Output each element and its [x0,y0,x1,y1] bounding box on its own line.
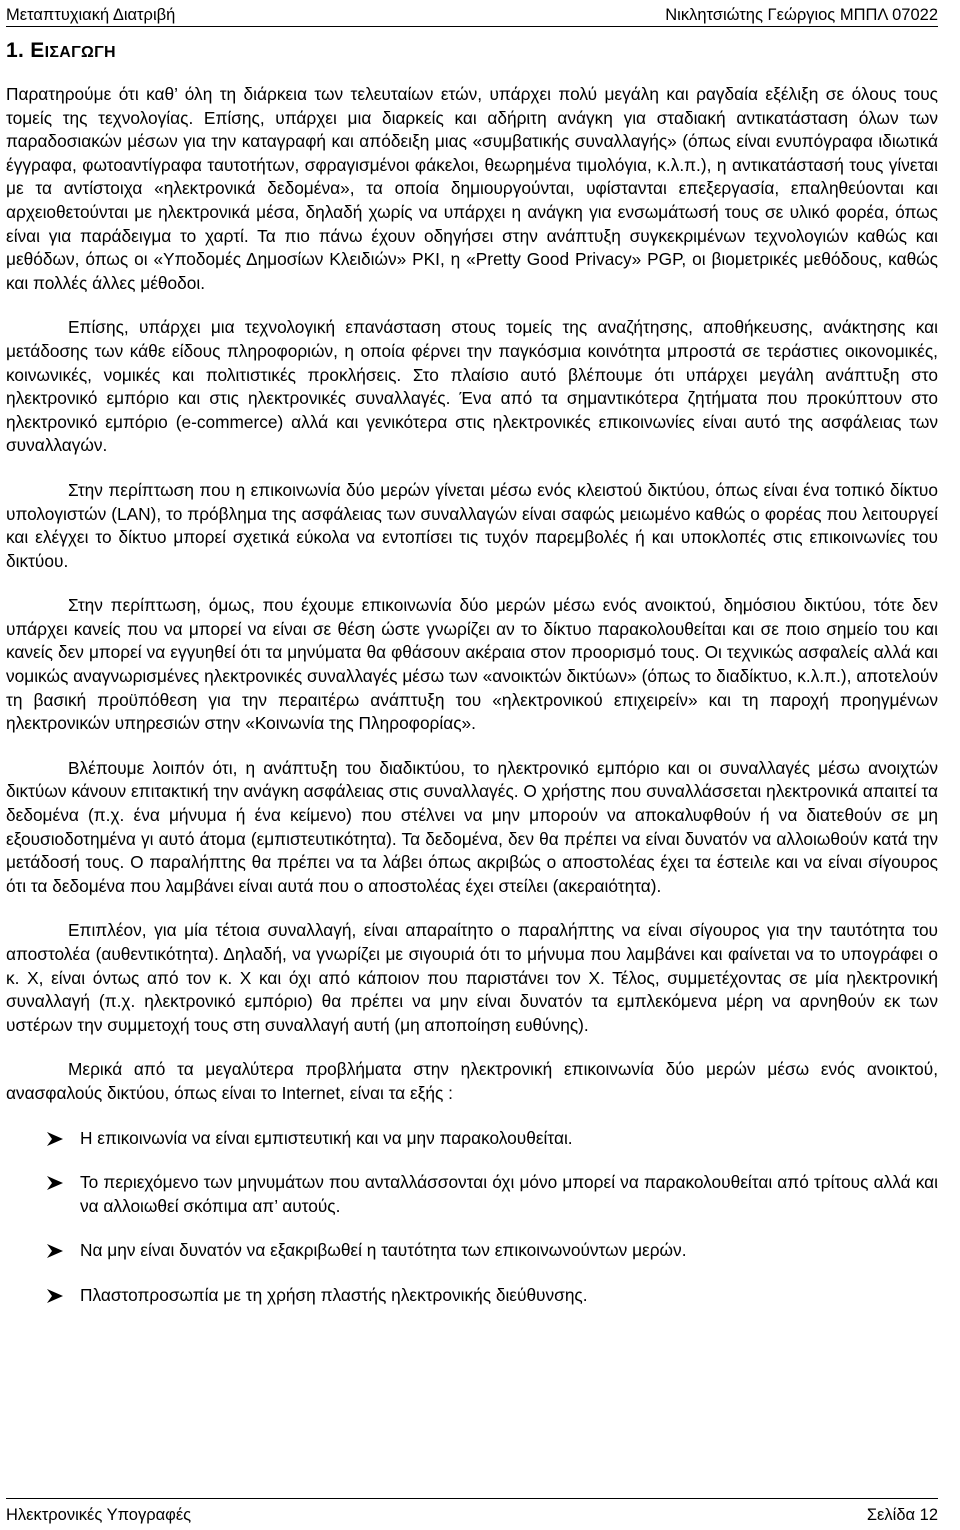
paragraph: Παρατηρούμε ότι καθ’ όλη τη διάρκεια των τελευταίων ετών, υπάρχει πολύ μεγάλη και ραγδαία εξέλιξη σε όλους τους τομείς της τεχνολογίας. Επίσης, υπάρχει μια διαρκείς και αδήριτη ανάγκη για σταδιακή αντικατάσταση όλων των παραδοσιακών μέσων για την καταγραφή και απόδειξη μιας «συμβατικής συναλλαγής» (όπως είναι ενυπόγραφα ιδιωτικά έγγραφα, φωτοαντίγραφα ταυτοτήτων, σφραγισμένοι φάκελοι, θεωρημένα τιμολόγια, κ.λ.π.), η αντικατάστασή τους γίνεται με τα αντίστοιχα «ηλεκτρονικά δεδομένα», τα οποία δημιουργούνται, υφίστανται επεξεργασία, επαληθεύονται και αρχειοθετούνται με ηλεκτρονικά μέσα, δηλαδή χωρίς να υπάρχει η ανάγκη για ενσωμάτωσή τους σε υλικό φορέα, όπως είναι για παράδειγμα το χαρτί. Τα πιο πάνω έχουν οδηγήσει στην ανάπτυξη συγκεκριμένων τεχνολογιών καθώς και μεθόδων, όπως οι «Υποδομές Δημοσίων Κλειδιών» PKI, η «Pretty Good Privacy» PGP, οι βιομετρικές μεθόδους, καθώς και πολλές άλλες μέθοδοι. [6,84,938,293]
footer-left: Ηλεκτρονικές Υπογραφές [6,1506,192,1524]
list-item-text: Να μην είναι δυνατόν να εξακριβωθεί η ταυτότητα των επικοινωνούντων μερών. [80,1240,687,1261]
arrowhead-bullet-icon [46,1243,64,1259]
arrowhead-bullet-icon [46,1131,64,1147]
list-item [6,1284,938,1308]
paragraph: Επιπλέον, για μία τέτοια συναλλαγή, είναι απαραίτητο ο παραλήπτης να είναι σίγουρος για την ταυτότητα του αποστολέα (αυθεντικότητα). Δηλαδή, να γνωρίζει με σιγουριά ότι το μήνυμα που λαμβάνει και φαίνεται να το υπογράφει ο κ. Χ, είναι όντως από τον κ. Χ και όχι από κάποιον που παριστάνει τον Χ. Τέλος, συμμετέχοντας σε μία ηλεκτρονική συναλλαγή (π.χ. ηλεκτρονικό εμπόριο) θα πρέπει να μην είναι δυνατόν τα εμπλεκόμενα μέρη να αρνηθούν εκ των υστέρων την συμμετοχή τους στη συναλλαγή αυτή (μη αποποίηση ευθύνης). [6,920,938,1035]
section-title-initial: Ε [30,39,45,62]
problem-list [6,1127,938,1308]
page-header [6,0,938,27]
section-heading [6,39,938,63]
list-item-text: Το περιεχόμενο των μηνυμάτων που ανταλλάσσονται όχι μόνο μπορεί να παρακολουθείται από τρίτους αλλά και να αλλοιωθεί σκόπιμα απ’ αυτούς. [80,1172,938,1216]
paragraph: Βλέπουμε λοιπόν ότι, η ανάπτυξη του διαδικτύου, το ηλεκτρονικό εμπόριο και οι συναλλαγές μέσω ανοιχτών δικτύων κάνουν επιτακτική την ανάγκη ασφάλειας στις συναλλαγές. Ο χρήστης που συναλλάσσεται ηλεκτρονικά απαιτεί τα δεδομένα (π.χ. ένα μήνυμα ή ένα κείμενο) που στέλνει να μην μπορούν να αποκαλυφθούν ή να διατεθούν σε μη εξουσιοδοτημένα γι αυτό άτομα (εμπιστευτικότητα). Τα δεδομένα, δεν θα πρέπει να είναι δυνατόν να αλλοιωθούν κατά την μετάδοσή τους. Ο παραλήπτης θα πρέπει να τα λάβει όπως ακριβώς ο αποστολέας έχει τα έστειλε και να είναι σίγουρος ότι τα δεδομένα που λαμβάνει είναι αυτά που ο αποστολέας έχει στείλει (ακεραιότητα). [6,757,938,896]
section-number: 1. [6,39,25,62]
page-number: Σελίδα 12 [866,1506,938,1524]
arrowhead-bullet-icon [46,1288,64,1304]
paragraph: Στην περίπτωση που η επικοινωνία δύο μερών γίνεται μέσω ενός κλειστού δικτύου, όπως είναι ένα τοπικό δίκτυο υπολογιστών (LAN), το πρόβλημα της ασφάλειας των συναλλαγών είναι σαφώς μειωμένο καθώς ο φορέας που λειτουργεί και ελέγχει το δίκτυο μπορεί σχετικά εύκολα να εντοπίσει τις τυχόν παρεμβολές ή και υποκλοπές στις επικοινωνίες του δικτύου. [6,479,938,571]
list-item [6,1171,938,1218]
header-left: Μεταπτυχιακή Διατριβή [6,6,176,24]
arrowhead-bullet-icon [46,1175,64,1191]
list-item-text: Πλαστοπροσωπία με τη χρήση πλαστής ηλεκτρονικής διεύθυνσης. [80,1284,588,1305]
paragraph: Μερικά από τα μεγαλύτερα προβλήματα στην ηλεκτρονική επικοινωνία δύο μερών μέσω ενός ανοικτού, ανασφαλούς δικτύου, όπως είναι το Internet, είναι τα εξής : [6,1059,938,1103]
list-item [6,1239,938,1263]
header-right: Νικλητσιώτης Γεώργιος ΜΠΠΛ 07022 [665,6,938,24]
paragraph: Επίσης, υπάρχει μια τεχνολογική επανάσταση στους τομείς της αναζήτησης, αποθήκευσης, ανάκτησης και μετάδοσης των κάθε είδους πληροφοριών, η οποία φέρνει την παγκόσμια κοινότητα μπροστά σε τεράστιες οικονομικές, κοινωνικές, νομικές και πολιτιστικές προκλήσεις. Στο πλαίσιο αυτό βλέπουμε ότι υπάρχει μεγάλη ανάπτυξη στο ηλεκτρονικό εμπόριο και στις ηλεκτρονικές συναλλαγές. Ένα από τα σημαντικότερα ζητήματα που προκύπτουν στο ηλεκτρονικό εμπόριο (e-commerce) αλλά και γενικότερα στις ηλεκτρονικές επικοινωνίες είναι αυτό της ασφάλειας των συναλλαγών. [6,317,938,456]
section-title-rest: ΙΣΑΓΩΓΗ [44,44,116,61]
body-text [6,83,938,1308]
list-item-text: Η επικοινωνία να είναι εμπιστευτική και να μην παρακολουθείται. [80,1127,573,1148]
page-footer [6,1498,938,1525]
list-item [6,1127,938,1151]
paragraph: Στην περίπτωση, όμως, που έχουμε επικοινωνία δύο μερών μέσω ενός ανοικτού, δημόσιου δικτύου, τότε δεν υπάρχει κανείς που να μπορεί να είναι σε θέση ώστε γνωρίζει αν το δίκτυο παρακολουθείται και σε ποιο σημείο του και κανείς δεν μπορεί να εγγυηθεί ότι τα μηνύματα θα φθάσουν ακέραια στον προορισμό τους. Οι τεχνικώς ασφαλείς αλλά και νομικώς αναγνωρισμένες ηλεκτρονικές συναλλαγές μέσω των «ανοικτών δικτύων» (όπως το διαδίκτυο, κ.λ.π.), αποτελούν τη βασική προϋπόθεση για την περαιτέρω ανάπτυξη του «ηλεκτρονικού επιχειρείν» και τη παροχή προηγμένων ηλεκτρονικών υπηρεσιών στην «Κοινωνία της Πληροφορίας». [6,595,938,734]
